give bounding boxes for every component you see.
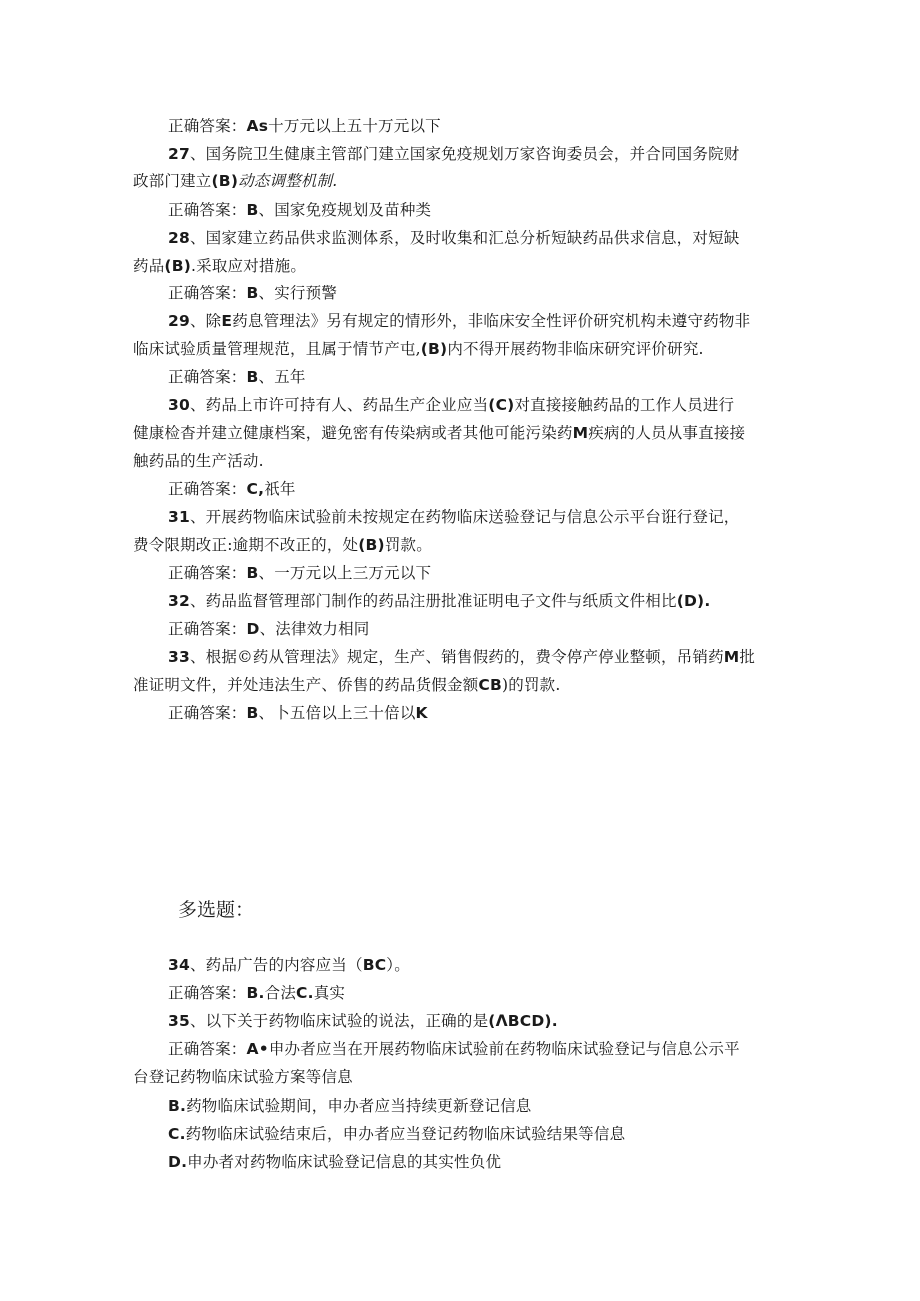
answer-line: 台登记药物临床试验方案等信息 xyxy=(133,1068,353,1086)
answer-line: 正确答案：B、实行预警 xyxy=(168,284,338,302)
question-line: 34、药品广告的内容应当（BC）。 xyxy=(168,956,410,974)
question-line: 33、根据©药从管理法》规定，生产、销售假药的，费令停产停业整顿，吊销药M批 xyxy=(168,648,756,666)
question-line: 费令限期改正:逾期不改正的，处(B)罚款。 xyxy=(133,536,432,554)
option-line: C.药物临床试验结束后，申办者应当登记药物临床试验结果等信息 xyxy=(168,1125,626,1143)
question-line: 35、以下关于药物临床试验的说法，正确的是(ΛBCD). xyxy=(168,1012,558,1030)
question-line: 触药品的生产活动. xyxy=(133,452,264,470)
question-line: 27、国务院卫生健康主管部门建立国家免疫规划万家咨询委员会，并合同国务院财 xyxy=(168,145,740,163)
answer-line: 正确答案：A•申办者应当在开展药物临床试验前在药物临床试验登记与信息公示平 xyxy=(168,1040,740,1058)
question-line: 28、国家建立药品供求监测体系，及时收集和汇总分析短缺药品供求信息，对短缺 xyxy=(168,229,740,247)
question-line: 31、开展药物临床试验前未按规定在药物临床送验登记与信息公示平台诳行登记， xyxy=(168,508,740,526)
question-line: 健康检杳并建立健康档案，避免密有传染病或者其他可能污染药M疾病的人员从事直接接 xyxy=(133,424,746,442)
question-line: 29、除E药息管理法》另有规定的情形外，非临床安全性评价研究机构未遵守药物非 xyxy=(168,312,751,330)
answer-line: 正确答案：B、一万元以上三万元以下 xyxy=(168,564,432,582)
section-title: 多选题： xyxy=(178,899,255,921)
question-line: 政部门建立(B)动态调整机制. xyxy=(133,172,338,190)
question-line: 药品(B).采取应对措施。 xyxy=(133,257,307,275)
answer-line: 正确答案：C,祇年 xyxy=(168,480,296,498)
answer-line: 正确答案：As十万元以上五十万元以下 xyxy=(168,117,441,135)
question-line: 临床试验质量管理规范，且属于情节产屯,(B)内不得开展药物非临床研究评价研究. xyxy=(133,340,704,358)
option-line: D.申办者对药物临床试验登记信息的其实性负优 xyxy=(168,1153,502,1171)
answer-line: 正确答案：B.合法C.真实 xyxy=(168,984,346,1002)
option-line: B.药物临床试验期间，申办者应当持续更新登记信息 xyxy=(168,1097,532,1115)
question-line: 32、药品监督管理部门制作的药品注册批准证明电子文件与纸质文件相比(D). xyxy=(168,592,711,610)
answer-line: 正确答案：B、国家免疫规划及苗种类 xyxy=(168,201,432,219)
answer-line: 正确答案：D、法律效力相同 xyxy=(168,620,370,638)
answer-line: 正确答案：B、卜五倍以上三十倍以K xyxy=(168,704,428,722)
question-line: 30、药品上市许可持有人、药品生产企业应当(C)对直接接触药品的工作人员进行 xyxy=(168,396,735,414)
answer-line: 正确答案：B、五年 xyxy=(168,368,306,386)
question-line: 准证明文件，并处违法生产、侨售的药品货假金额CB)的罚款. xyxy=(133,676,561,694)
